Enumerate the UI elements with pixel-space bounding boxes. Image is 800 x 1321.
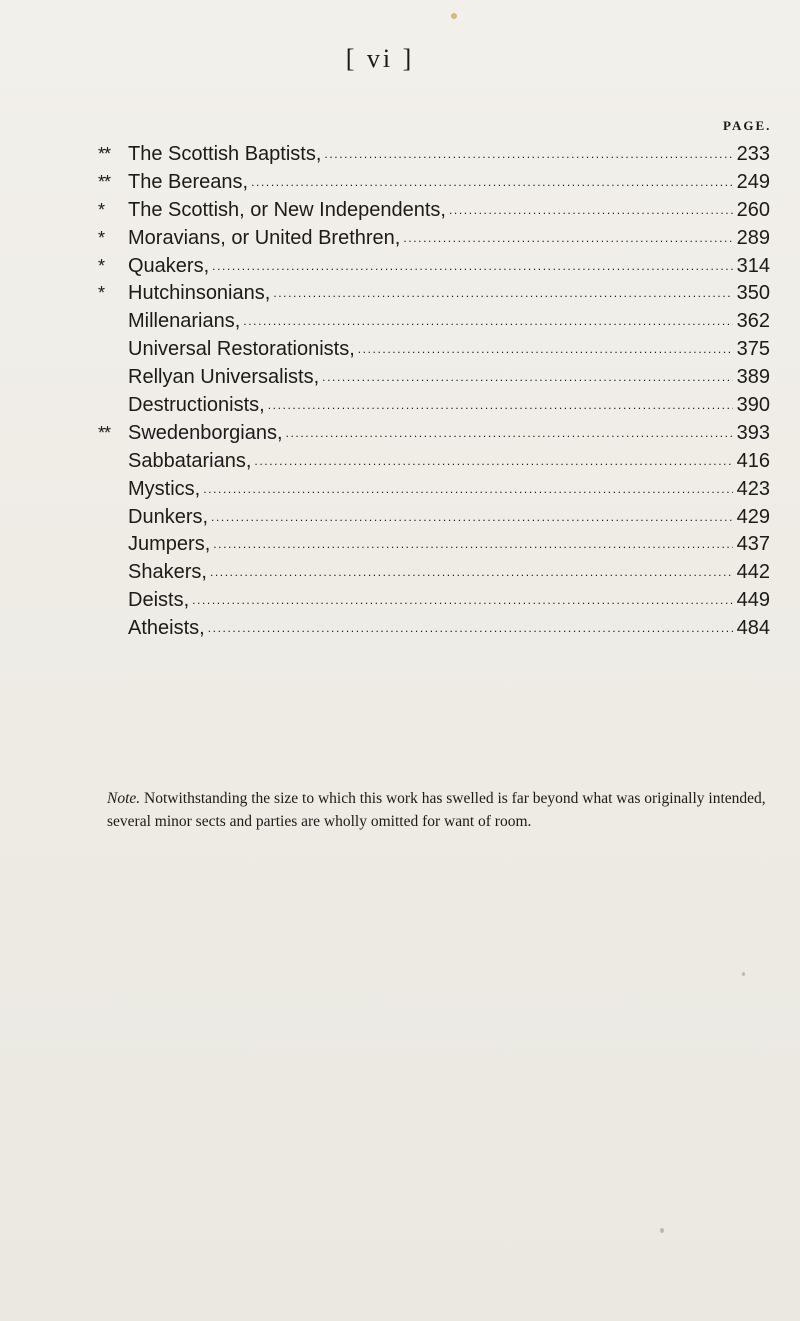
toc-entry-page: 389 (736, 366, 770, 389)
toc-entry (98, 450, 770, 478)
toc-entry-title: Quakers, (128, 254, 210, 277)
toc-dot-leader (192, 593, 733, 607)
toc-dot-leader (254, 454, 733, 468)
toc-entry-page: 289 (736, 226, 770, 249)
paper-speck (742, 972, 745, 976)
paper-speck (451, 13, 457, 19)
toc-entry-page: 375 (736, 338, 770, 361)
toc-entry-page: 442 (736, 561, 770, 584)
toc-entry-title: Destructionists, (128, 394, 265, 417)
toc-entry (98, 617, 770, 645)
toc-entry (98, 282, 770, 310)
toc-entry (98, 310, 770, 338)
toc-entry (98, 171, 770, 199)
toc-entry-marker: ** (98, 422, 111, 443)
toc-entry-marker: * (98, 199, 105, 220)
toc-entry-marker: ** (98, 171, 111, 192)
toc-entry-page: 362 (736, 310, 770, 333)
toc-entry-page: 449 (736, 589, 770, 612)
toc-entry-page: 484 (736, 617, 770, 640)
toc-entry (98, 561, 770, 589)
toc-dot-leader (449, 203, 733, 217)
toc-entry-title: Swedenborgians, (128, 421, 283, 444)
toc-entry (98, 506, 770, 534)
paper-speck (660, 1228, 664, 1233)
toc-dot-leader (286, 426, 733, 440)
toc-entry (98, 143, 770, 171)
toc-dot-leader (208, 621, 733, 635)
footnote (107, 787, 775, 833)
toc-entry-marker: * (98, 255, 105, 276)
toc-entry-title: The Bereans, (128, 170, 249, 193)
toc-entry-page: 393 (736, 421, 770, 444)
toc-entry-title: Deists, (128, 589, 190, 612)
toc-entry-title: Atheists, (128, 617, 205, 640)
toc-dot-leader (403, 231, 733, 245)
page-column-header: PAGE. (723, 118, 772, 133)
toc-entry-title: Moravians, or United Brethren, (128, 226, 401, 249)
footnote-text: Notwithstanding the size to which this work has swelled is far beyond what was originally intended, several minor sects and parties are wholly omitted for want of room. (107, 789, 766, 830)
toc-entry-page: 350 (736, 282, 770, 305)
toc-entry-page: 314 (736, 254, 770, 277)
toc-entry (98, 366, 770, 394)
toc-entry (98, 255, 770, 283)
toc-entry (98, 199, 770, 227)
toc-entry-title: Millenarians, (128, 310, 241, 333)
toc-entry (98, 338, 770, 366)
toc-entry (98, 227, 770, 255)
toc-dot-leader (322, 370, 733, 384)
toc-entry-page: 429 (736, 505, 770, 528)
toc-entry (98, 394, 770, 422)
toc-entry-marker: ** (98, 144, 111, 164)
toc-entry-page: 390 (736, 394, 770, 417)
toc-entry-title: Mystics, (128, 477, 201, 500)
toc-entry-marker: * (98, 283, 105, 304)
toc-dot-leader (211, 510, 733, 524)
toc-entry-page: 437 (736, 533, 770, 556)
toc-entry-title: Hutchinsonians, (128, 282, 271, 305)
page-number: [ vi ] (345, 44, 415, 73)
toc-entry (98, 422, 770, 450)
toc-entry-title: The Scottish, or New Independents, (128, 198, 446, 221)
toc-dot-leader (268, 398, 733, 412)
toc-dot-leader (213, 537, 733, 551)
table-of-contents (98, 143, 770, 645)
toc-dot-leader (273, 286, 733, 300)
toc-entry-title: Shakers, (128, 561, 207, 584)
toc-entry (98, 589, 770, 617)
toc-entry-page: 249 (736, 170, 770, 193)
toc-entry-marker: * (98, 227, 105, 248)
toc-entry-title: Dunkers, (128, 505, 209, 528)
toc-entry-page: 423 (736, 477, 770, 500)
toc-entry-page: 233 (736, 143, 770, 165)
toc-entry-title: Universal Restorationists, (128, 338, 355, 361)
toc-dot-leader (210, 565, 733, 579)
footnote-label: Note. (107, 789, 141, 807)
toc-entry (98, 533, 770, 561)
toc-dot-leader (243, 314, 733, 328)
toc-entry (98, 478, 770, 506)
toc-entry-page: 260 (736, 198, 770, 221)
toc-dot-leader (251, 175, 733, 189)
toc-entry-title: The Scottish Baptists, (128, 143, 322, 165)
toc-entry-title: Rellyan Universalists, (128, 366, 320, 389)
toc-entry-title: Sabbatarians, (128, 449, 252, 472)
toc-dot-leader (324, 147, 733, 161)
toc-dot-leader (212, 259, 733, 273)
toc-dot-leader (203, 482, 733, 496)
toc-entry-page: 416 (736, 449, 770, 472)
toc-dot-leader (358, 342, 733, 356)
toc-entry-title: Jumpers, (128, 533, 211, 556)
